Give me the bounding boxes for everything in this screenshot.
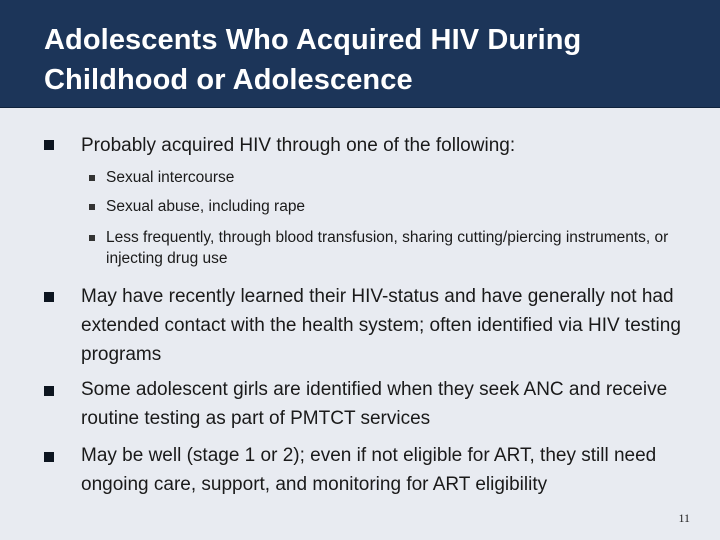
sub-bullet-text-2: Sexual abuse, including rape <box>106 198 306 215</box>
square-bullet-icon <box>44 452 54 462</box>
square-bullet-icon <box>44 292 54 302</box>
slide-title-line-2: Childhood or Adolescence <box>44 64 413 96</box>
sub-bullet-text-1: Sexual intercourse <box>106 169 235 186</box>
slide-content <box>0 108 720 540</box>
bullet-text-1: Probably acquired HIV through one of the following: <box>81 135 516 156</box>
slide-title <box>44 20 690 100</box>
sub-bullet-icon <box>89 235 95 241</box>
bullet-text-3: Some adolescent girls are identified when they seek ANC and receive routine testing as part of PMTCT services <box>81 379 668 429</box>
sub-bullet-icon <box>89 204 95 210</box>
sub-bullet-icon <box>89 175 95 181</box>
square-bullet-icon <box>44 140 54 150</box>
sub-bullet-text-3: Less frequently, through blood transfusion, sharing cutting/piercing instruments, or injecting drug use <box>106 229 669 267</box>
bullet-text-4: May be well (stage 1 or 2); even if not eligible for ART, they still need ongoing care, support, and monitoring for ART eligibility <box>81 445 657 495</box>
title-bar <box>0 0 720 108</box>
page-number: 11 <box>678 511 690 525</box>
square-bullet-icon <box>44 386 54 396</box>
bullet-text-2: May have recently learned their HIV-status and have generally not had extended contact with the health system; often identified via HIV testing programs <box>81 286 681 365</box>
slide-title-line-1: Adolescents Who Acquired HIV During <box>44 24 582 56</box>
